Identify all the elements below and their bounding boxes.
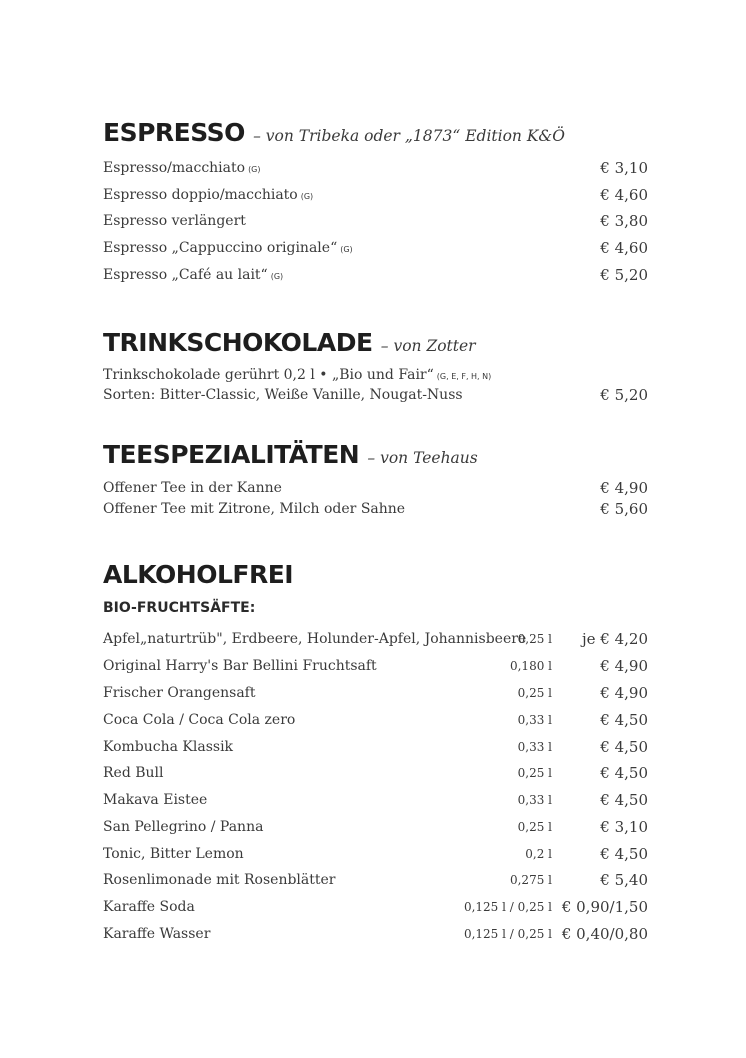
section-title: TEESPEZIALITÄTEN bbox=[103, 440, 360, 469]
menu-item bbox=[103, 499, 648, 519]
item-quantity: 0,33 l bbox=[517, 793, 552, 807]
item-name: Karaffe Wasser bbox=[103, 926, 211, 942]
chocolate-varieties bbox=[103, 385, 648, 405]
item-name: Espresso verlängert bbox=[103, 213, 246, 229]
menu-item bbox=[103, 265, 648, 285]
item-name: Sorten: Bitter-Classic, Weiße Vanille, Nougat-Nuss bbox=[103, 387, 463, 403]
allergen-code: (G) bbox=[248, 165, 261, 174]
section-subtitle: – von Tribeka oder „1873“ Edition K&Ö bbox=[253, 127, 565, 145]
section-heading-chocolate bbox=[103, 328, 476, 357]
menu-item bbox=[103, 763, 648, 783]
item-price: € 3,10 bbox=[600, 818, 648, 836]
item-name: Red Bull bbox=[103, 765, 164, 781]
menu-item bbox=[103, 737, 648, 757]
chocolate-description bbox=[103, 365, 648, 385]
item-name: Offener Tee in der Kanne bbox=[103, 480, 282, 496]
item-price: € 4,90 bbox=[600, 684, 648, 702]
section-subtitle: – von Teehaus bbox=[367, 449, 478, 467]
item-price: € 4,60 bbox=[600, 239, 648, 257]
item-price: € 4,50 bbox=[600, 711, 648, 729]
item-name: Rosenlimonade mit Rosenblätter bbox=[103, 872, 336, 888]
allergen-code: (G) bbox=[270, 272, 284, 281]
item-price: € 5,20 bbox=[600, 386, 648, 404]
menu-item bbox=[103, 478, 648, 498]
menu-item bbox=[103, 710, 648, 730]
allergen-code: (G) bbox=[340, 245, 353, 254]
item-quantity: 0,25 l bbox=[517, 632, 552, 646]
item-name: Frischer Orangensaft bbox=[103, 685, 256, 701]
item-quantity: 0,33 l bbox=[517, 740, 552, 754]
item-name: Apfel„naturtrüb", Erdbeere, Holunder-Apfel, Johannisbeere bbox=[103, 631, 527, 647]
item-name: Offener Tee mit Zitrone, Milch oder Sahne bbox=[103, 501, 406, 517]
item-quantity: 0,275 l bbox=[509, 873, 552, 887]
item-quantity: 0,25 l bbox=[517, 766, 552, 780]
menu-item bbox=[103, 897, 648, 917]
item-quantity: 0,180 l bbox=[509, 659, 552, 673]
item-quantity: 0,125 l / 0,25 l bbox=[463, 900, 552, 914]
item-price: € 4,90 bbox=[600, 657, 648, 675]
item-name: San Pellegrino / Panna bbox=[103, 819, 264, 835]
subsection-heading: BIO-FRUCHTSÄFTE: bbox=[103, 600, 256, 616]
item-price: € 4,50 bbox=[600, 738, 648, 756]
item-name: Espresso „Café au lait“ bbox=[103, 267, 268, 283]
section-title: ALKOHOLFREI bbox=[103, 560, 294, 589]
item-name: Trinkschokolade gerührt 0,2 l • „Bio und Fair“ bbox=[103, 367, 434, 383]
item-price: € 0,90/1,50 bbox=[561, 898, 648, 916]
menu-item bbox=[103, 629, 648, 649]
item-price: € 3,80 bbox=[600, 212, 648, 230]
menu-item bbox=[103, 817, 648, 837]
item-quantity: 0,33 l bbox=[517, 713, 552, 727]
section-heading-alcoholfree bbox=[103, 560, 293, 589]
item-name: Kombucha Klassik bbox=[103, 739, 234, 755]
allergen-code: (G) bbox=[300, 192, 314, 201]
item-price: € 0,40/0,80 bbox=[561, 925, 648, 943]
item-price: je € 4,20 bbox=[581, 630, 648, 648]
item-price: € 4,50 bbox=[600, 791, 648, 809]
item-quantity: 0,25 l bbox=[517, 686, 552, 700]
item-price: € 4,50 bbox=[600, 764, 648, 782]
item-name: Espresso „Cappuccino originale“ bbox=[103, 240, 338, 256]
item-price: € 4,50 bbox=[600, 845, 648, 863]
menu-item bbox=[103, 683, 648, 703]
menu-item bbox=[103, 870, 648, 890]
item-price: € 5,60 bbox=[600, 500, 648, 518]
item-name: Original Harry's Bar Bellini Fruchtsaft bbox=[103, 658, 377, 674]
section-title: ESPRESSO bbox=[103, 118, 245, 147]
section-subtitle: – von Zotter bbox=[380, 337, 476, 355]
item-price: € 4,60 bbox=[600, 186, 648, 204]
allergen-code: (G, E, F, H, N) bbox=[436, 372, 492, 381]
item-name: Karaffe Soda bbox=[103, 899, 195, 915]
item-name: Coca Cola / Coca Cola zero bbox=[103, 712, 296, 728]
menu-item bbox=[103, 844, 648, 864]
section-heading-espresso bbox=[103, 118, 565, 147]
section-heading-tea bbox=[103, 440, 478, 469]
menu-item bbox=[103, 211, 648, 231]
item-price: € 4,90 bbox=[600, 479, 648, 497]
menu-item bbox=[103, 656, 648, 676]
menu-item bbox=[103, 185, 648, 205]
item-quantity: 0,125 l / 0,25 l bbox=[463, 927, 552, 941]
item-quantity: 0,2 l bbox=[525, 847, 552, 861]
menu-item bbox=[103, 924, 648, 944]
menu-item bbox=[103, 790, 648, 810]
menu-item bbox=[103, 158, 648, 178]
item-price: € 5,40 bbox=[600, 871, 648, 889]
section-title: TRINKSCHOKOLADE bbox=[103, 328, 373, 357]
item-name: Espresso doppio/macchiato bbox=[103, 187, 298, 203]
menu-item bbox=[103, 238, 648, 258]
item-name: Espresso/macchiato bbox=[103, 160, 246, 176]
item-name: Tonic, Bitter Lemon bbox=[103, 846, 244, 862]
item-price: € 3,10 bbox=[600, 159, 648, 177]
item-price: € 5,20 bbox=[600, 266, 648, 284]
item-name: Makava Eistee bbox=[103, 792, 208, 808]
item-quantity: 0,25 l bbox=[517, 820, 552, 834]
